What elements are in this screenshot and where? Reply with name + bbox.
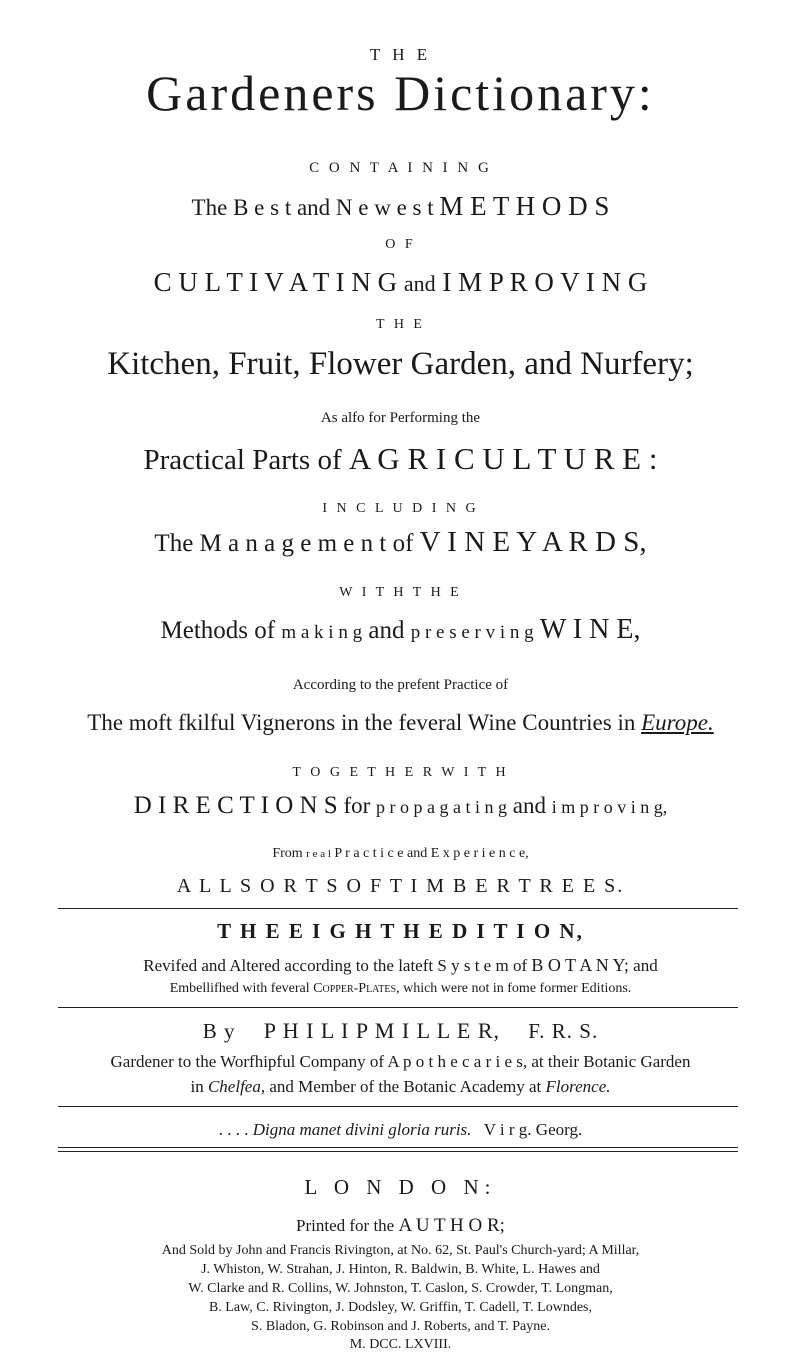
directions-line — [0, 793, 801, 818]
directions-word: D I R E C T I O N S — [133, 792, 338, 819]
experience-word: E x p e r i e n c e, — [430, 846, 529, 861]
cultivating-improving-line — [0, 269, 801, 296]
with-the-label: W I T H T H E — [339, 585, 462, 600]
chelsea-word: Chelfea, — [207, 1077, 266, 1096]
of-word: of — [392, 530, 414, 557]
author-name: P H I L I P M I L L E R, — [263, 1018, 501, 1043]
newest-word: N e w e s t — [335, 195, 434, 220]
divider-1 — [58, 908, 738, 909]
author-word: A U T H O R; — [398, 1215, 505, 1236]
the-word: The — [191, 195, 228, 220]
propagating-word: p r o p a g a t i n g — [376, 797, 508, 817]
imprint-line-2: J. Whiston, W. Strahan, J. Hinton, R. Baldwin, B. White, L. Hawes and — [201, 1262, 600, 1277]
practice-word: P r a c t i c e — [334, 846, 404, 861]
vignerons-line — [0, 711, 801, 734]
and-word-2: and — [403, 271, 436, 296]
containing-label: C O N T A I N I N G — [309, 160, 492, 176]
member-text: and Member of the Botanic Academy at — [269, 1077, 542, 1096]
and-word: and — [296, 195, 331, 220]
gardener-text: Gardener to the Worfhipful Company of — [110, 1052, 385, 1071]
and-word-6: and — [406, 846, 428, 861]
motto-dots: . . . . — [218, 1120, 249, 1139]
together-with-label: T O G E T H E R W I T H — [292, 765, 509, 780]
and-word-4: and — [368, 617, 405, 644]
botanic-garden-text: at their Botanic Garden — [531, 1052, 691, 1071]
chelsea-line — [0, 1078, 801, 1095]
frs-title: F. R. S. — [528, 1019, 599, 1043]
imprint-line-3: W. Clarke and R. Collins, W. Johnston, T. Caslon, S. Crowder, T. Longman, — [188, 1281, 613, 1296]
motto-attribution: V i r g. Georg. — [483, 1120, 583, 1139]
methods-word: M E T H O D S — [439, 191, 610, 221]
the-heading: T H E — [369, 45, 432, 64]
imprint-line-1: And Sold by John and Francis Rivington, at No. 62, St. Paul's Church-yard; A Millar, — [161, 1243, 640, 1258]
improving-word-2: i m p r o v i n g, — [551, 797, 668, 817]
vignerons-text: The moft fkilful Vignerons in the feveral Wine Countries in — [87, 710, 636, 735]
botany-word: B O T A N Y; — [531, 955, 629, 975]
imprint-date: M. DCC. LXVIII. — [349, 1337, 452, 1352]
the-word-3: The — [154, 530, 194, 557]
the-label-2: T H E — [376, 317, 425, 332]
and-word-5: and — [512, 793, 546, 818]
divider-4 — [58, 1147, 738, 1152]
cultivating-word: C U L T I V A T I N G — [153, 267, 398, 297]
printed-for-text: Printed for the — [296, 1216, 395, 1235]
of-word-2: of — [512, 956, 528, 975]
best-word: B e s t — [233, 195, 292, 220]
from-word: From — [272, 846, 303, 861]
methods-wine-line — [0, 616, 801, 644]
divider-2 — [58, 1007, 738, 1008]
from-real-practice-line — [0, 847, 801, 861]
as-also-line: As alfo for Performing the — [320, 410, 481, 426]
embellished-rest: which were not in fome former Editions. — [403, 981, 632, 996]
by-word: B y — [202, 1019, 236, 1043]
including-label: I N C L U D I N G — [322, 501, 479, 516]
embellished-text: Embellifhed with feveral — [169, 981, 310, 996]
improving-word: I M P R O V I N G — [442, 267, 648, 297]
main-title: Gardeners Dictionary: — [146, 65, 655, 121]
printed-for-line — [0, 1216, 801, 1235]
wine-word: W I N E, — [539, 614, 641, 645]
copper-plates-word: Copper-Plates, — [313, 981, 400, 996]
motto-quote: Digna manet divini gloria ruris. — [252, 1120, 472, 1139]
imprint-line-4: B. Law, C. Rivington, J. Dodsley, W. Griffin, T. Cadell, T. Lowndes, — [208, 1300, 593, 1315]
and-word-7: and — [633, 956, 658, 975]
making-word: m a k i n g — [281, 622, 363, 643]
all-sorts-timber-line: A L L S O R T S O F T I M B E R T R E E S. — [176, 875, 625, 897]
methods-of-words: Methods of — [160, 617, 276, 644]
real-word: r e a l — [306, 848, 331, 860]
preserving-word: p r e s e r v i n g — [410, 622, 534, 643]
florence-word: Florence. — [545, 1077, 611, 1096]
practical-words: Practical Parts of — [143, 444, 342, 476]
embellished-line — [0, 982, 801, 996]
author-line — [0, 1020, 801, 1042]
kitchen-fruit-line: Kitchen, Fruit, Flower Garden, and Nurfery; — [107, 346, 694, 382]
agriculture-word: A G R I C U L T U R E : — [348, 441, 658, 476]
practical-agriculture-line — [0, 443, 801, 475]
according-line: According to the prefent Practice of — [292, 677, 509, 693]
gardener-line — [0, 1053, 801, 1070]
for-word: for — [343, 793, 371, 818]
london-line: L O N D O N: — [304, 1175, 497, 1199]
management-word: M a n a g e m e n t — [199, 530, 387, 557]
divider-3 — [58, 1106, 738, 1107]
imprint-line-5: S. Bladon, G. Robinson and J. Roberts, and T. Payne. — [251, 1319, 550, 1334]
best-newest-methods-line — [0, 193, 801, 220]
of-label: O F — [385, 237, 416, 252]
edition-heading: T H E E I G H T H E D I T I O N, — [217, 919, 584, 943]
europe-word: Europe. — [641, 710, 714, 735]
revised-line — [0, 956, 801, 974]
management-vineyards-line — [0, 528, 801, 557]
revised-text: Revifed and Altered according to the lateft — [143, 956, 434, 975]
system-word: S y s t e m — [437, 956, 509, 975]
vineyards-word: V I N E Y A R D S, — [419, 526, 647, 558]
apothecaries-word: A p o t h e c a r i e s, — [387, 1052, 528, 1071]
in-word: in — [190, 1077, 204, 1096]
motto-line — [0, 1121, 801, 1138]
